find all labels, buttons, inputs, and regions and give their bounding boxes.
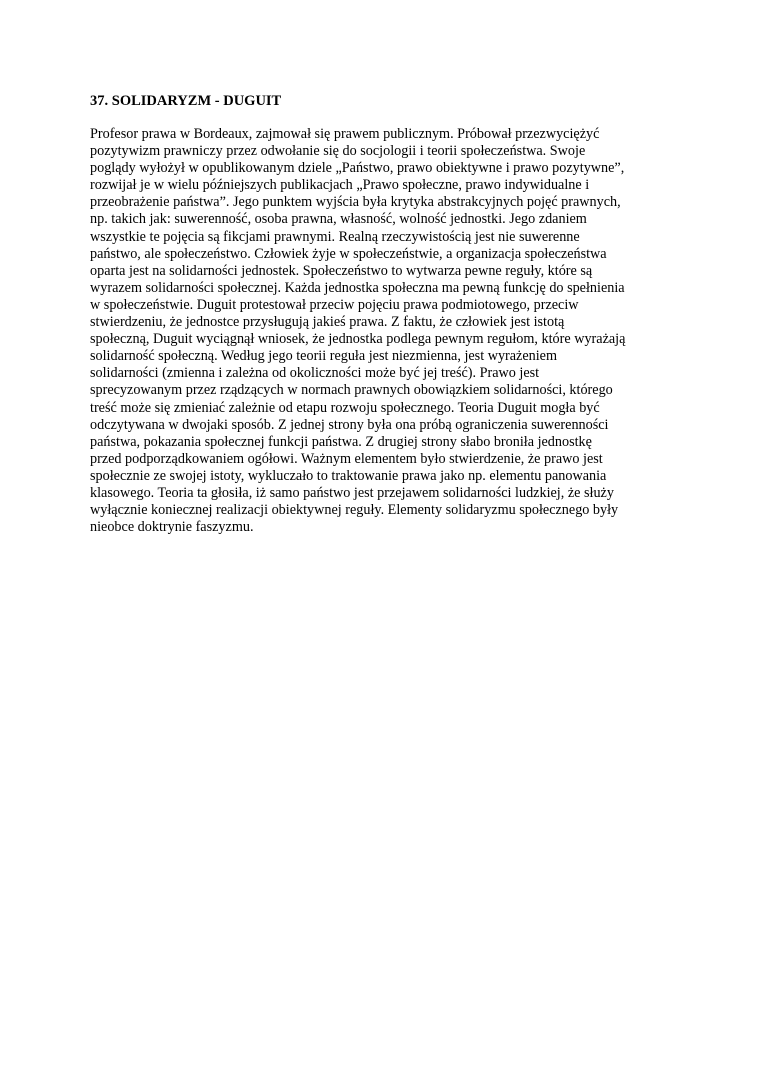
paragraph-line-14: solidarność społeczną. Według jego teorii reguła jest niezmienna, jest wyrażeniem: [90, 348, 558, 365]
paragraph-line-21: społecznie ze swojej istoty, wykluczało to traktowanie prawa jako np. elementu panowania: [90, 467, 607, 484]
paragraph-line-19: państwa, pokazania społecznej funkcji państwa. Z drugiej strony słabo broniła jednostkę: [90, 433, 592, 450]
paragraph-line-8: państwo, ale społeczeństwo. Człowiek żyje w społeczeństwie, a organizacja społeczeństwa: [90, 245, 607, 262]
document-content: [90, 92, 680, 536]
paragraph-line-10: wyrazem solidarności społecznej. Każda jednostka społeczna ma pewną funkcję do spełnienia: [90, 279, 625, 296]
paragraph-line-13: społeczną, Duguit wyciągnął wniosek, że jednostka podlega pewnym regułom, które wyrażają: [90, 331, 626, 348]
paragraph-line-2: pozytywizm prawniczy przez odwołanie się do socjologii i teorii społeczeństwa. Swoje: [90, 143, 586, 160]
paragraph-line-24: nieobce doktrynie faszyzmu.: [90, 519, 254, 536]
paragraph-line-4: rozwijał je w wielu późniejszych publikacjach „Prawo społeczne, prawo indywidualne i: [90, 177, 590, 194]
paragraph-line-6: np. takich jak: suwerenność, osoba prawna, własność, wolność jednostki. Jego zdaniem: [90, 211, 587, 228]
paragraph-line-3: poglądy wyłożył w opublikowanym dziele „Państwo, prawo obiektywne i prawo pozytywne”,: [90, 160, 625, 177]
paragraph-line-22: klasowego. Teoria ta głosiła, iż samo państwo jest przejawem solidarności ludzkiej, że służy: [90, 484, 614, 501]
paragraph-line-15: solidarności (zmienna i zależna od okoliczności może być jej treść). Prawo jest: [90, 365, 540, 382]
paragraph-line-23: wyłącznie koniecznej realizacji obiektywnej reguły. Elementy solidaryzmu społecznego były: [90, 502, 619, 519]
paragraph-line-9: oparta jest na solidarności jednostek. Społeczeństwo to wytwarza pewne reguły, które są: [90, 262, 593, 279]
paragraph-line-5: przeobrażenie państwa”. Jego punktem wyjścia była krytyka abstrakcyjnych pojęć prawnych,: [90, 194, 621, 211]
paragraph-line-7: wszystkie te pojęcia są fikcjami prawnymi. Realną rzeczywistością jest nie suwerenne: [90, 228, 580, 245]
paragraph-line-18: odczytywana w dwojaki sposób. Z jednej strony była ona próbą ograniczenia suwerenności: [90, 416, 609, 433]
paragraph-line-17: treść może się zmieniać zależnie od etapu rozwoju społecznego. Teoria Duguit mogła być: [90, 399, 600, 416]
section-title: 37. SOLIDARYZM - DUGUIT: [90, 93, 282, 109]
paragraph-line-1: Profesor prawa w Bordeaux, zajmował się prawem publicznym. Próbował przezwyciężyć: [90, 126, 600, 142]
paragraph-line-11: w społeczeństwie. Duguit protestował przeciw pojęciu prawa podmiotowego, przeciw: [90, 296, 579, 313]
body-paragraph: [90, 126, 680, 536]
paragraph-line-20: przed podporządkowaniem ogółowi. Ważnym elementem było stwierdzenie, że prawo jest: [90, 450, 603, 467]
paragraph-line-16: sprecyzowanym przez rządzących w normach prawnych obowiązkiem solidarności, którego: [90, 382, 613, 399]
paragraph-line-12: stwierdzeniu, że jednostce przysługują jakieś prawa. Z faktu, że człowiek jest istotą: [90, 314, 565, 331]
